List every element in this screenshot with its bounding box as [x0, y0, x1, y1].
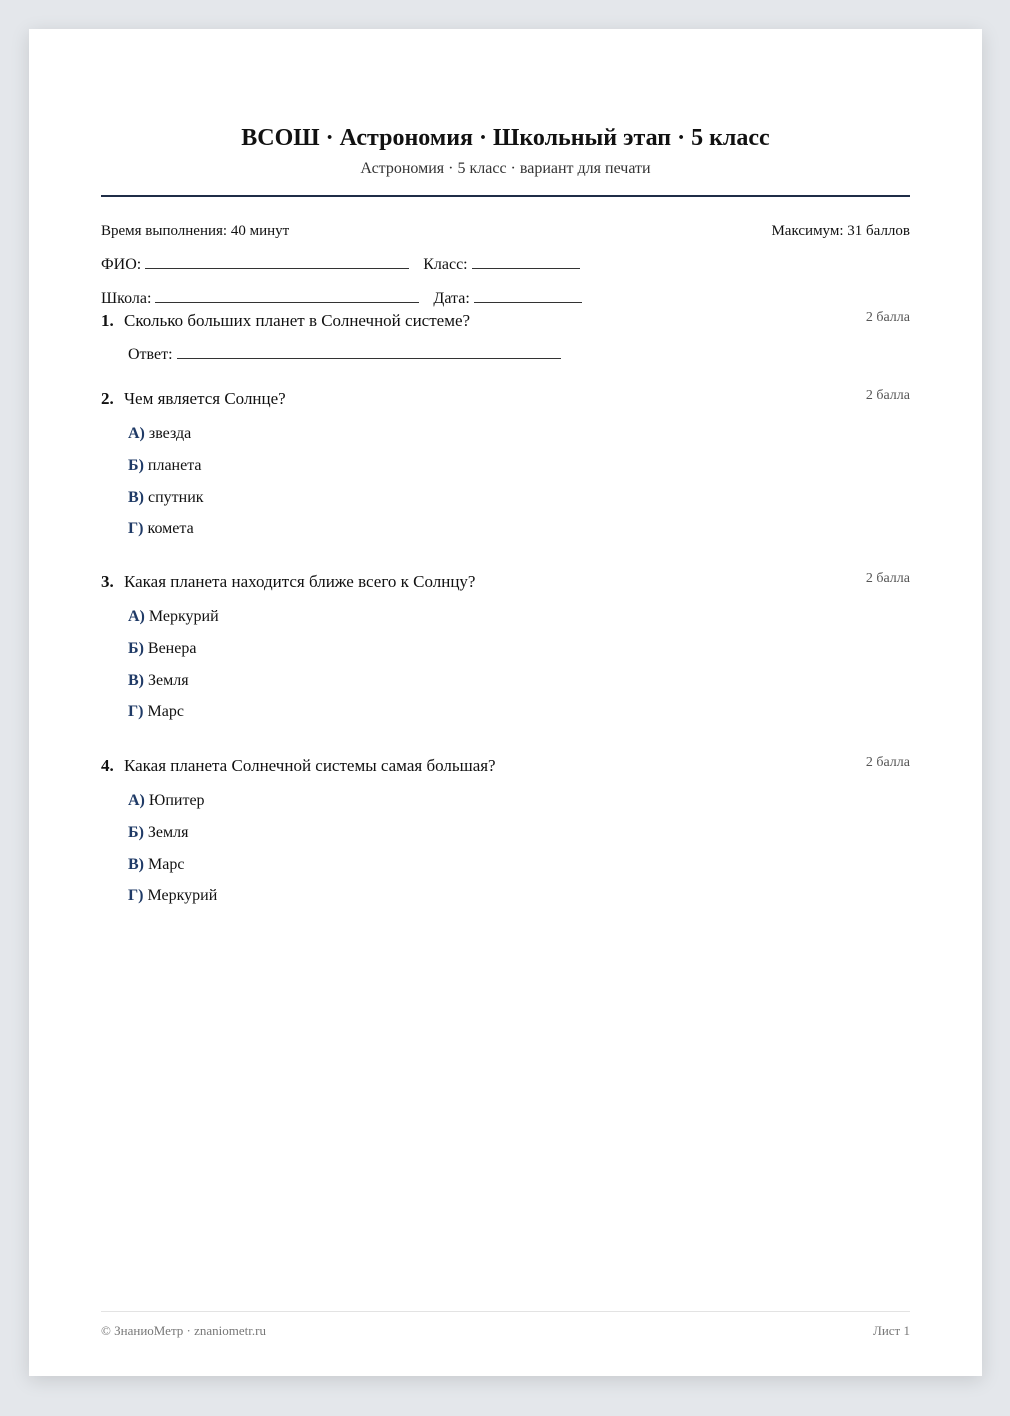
question-points: 2 балла	[865, 571, 910, 586]
question-2	[101, 388, 910, 547]
footer-divider	[101, 1311, 910, 1312]
option-letter: Г)	[128, 520, 144, 538]
student-fields-row-2	[101, 289, 582, 309]
question-text: Какая планета Солнечной системы самая большая?	[124, 756, 496, 775]
option-letter: А)	[128, 792, 145, 809]
question-text: Сколько больших планет в Солнечной системе?	[124, 311, 471, 330]
time-limit: Время выполнения: 40 минут	[101, 223, 290, 239]
worksheet-page	[29, 29, 982, 1376]
header-divider	[101, 195, 910, 197]
option-text: Земля	[148, 671, 189, 689]
option-b[interactable]	[128, 452, 910, 484]
option-letter: А)	[128, 425, 145, 442]
option-letter: Г)	[128, 887, 144, 905]
option-g[interactable]	[128, 698, 910, 730]
school-field[interactable]	[101, 289, 419, 309]
option-text: Марс	[147, 703, 184, 721]
school-label: Школа:	[101, 290, 152, 307]
class-label: Класс:	[423, 256, 468, 273]
option-v[interactable]	[128, 484, 910, 516]
fio-label: ФИО:	[101, 256, 142, 273]
date-blank[interactable]	[474, 289, 582, 303]
option-v[interactable]	[128, 851, 910, 883]
option-text: Марс	[148, 855, 185, 873]
page-subtitle: Астрономия · 5 класс · вариант для печати	[360, 160, 651, 177]
question-number: 1.	[101, 311, 114, 330]
option-text: Меркурий	[147, 887, 218, 905]
question-points: 2 балла	[865, 310, 910, 325]
option-letter: Б)	[128, 823, 144, 841]
option-text: спутник	[148, 488, 204, 506]
question-header	[101, 388, 910, 410]
fio-blank[interactable]	[145, 255, 409, 269]
answer-options	[128, 420, 910, 547]
option-letter: В)	[128, 671, 144, 689]
question-points: 2 балла	[865, 755, 910, 770]
option-letter: Б)	[128, 456, 144, 474]
option-letter: В)	[128, 855, 144, 873]
question-1	[101, 310, 910, 365]
answer-options	[128, 603, 910, 730]
answer-field[interactable]	[128, 345, 910, 365]
option-text: комета	[147, 520, 194, 538]
fio-field[interactable]	[101, 255, 409, 275]
option-g[interactable]	[128, 515, 910, 547]
date-field[interactable]	[433, 289, 581, 309]
option-b[interactable]	[128, 819, 910, 851]
class-blank[interactable]	[472, 255, 580, 269]
school-blank[interactable]	[155, 289, 419, 303]
question-header	[101, 310, 910, 332]
question-points: 2 балла	[865, 388, 910, 403]
option-g[interactable]	[128, 882, 910, 914]
option-letter: А)	[128, 608, 145, 625]
question-text: Какая планета находится ближе всего к Солнцу?	[124, 572, 476, 591]
date-label: Дата:	[433, 290, 470, 307]
option-letter: Б)	[128, 639, 144, 657]
option-letter: В)	[128, 488, 144, 506]
page-title: ВСОШ · Астрономия · Школьный этап · 5 класс	[241, 125, 770, 151]
question-text: Чем является Солнце?	[124, 389, 286, 408]
class-field[interactable]	[423, 255, 579, 275]
student-fields-row-1	[101, 255, 580, 275]
option-a[interactable]	[128, 787, 910, 819]
answer-label: Ответ:	[128, 346, 173, 363]
option-text: Венера	[147, 639, 197, 657]
footer-copyright: © ЗнаниоМетр · znaniometr.ru	[101, 1323, 266, 1338]
option-a[interactable]	[128, 603, 910, 635]
option-b[interactable]	[128, 635, 910, 667]
question-number: 4.	[101, 756, 114, 775]
answer-options	[128, 787, 910, 914]
question-header	[101, 571, 910, 593]
option-text: Земля	[147, 823, 189, 841]
max-score: Максимум: 31 баллов	[771, 223, 910, 239]
question-header	[101, 755, 910, 777]
option-text: планета	[147, 456, 202, 474]
question-number: 3.	[101, 572, 114, 591]
option-text: Юпитер	[148, 792, 205, 809]
question-3	[101, 571, 910, 730]
option-letter: Г)	[128, 703, 144, 721]
option-a[interactable]	[128, 420, 910, 452]
option-v[interactable]	[128, 667, 910, 699]
question-number: 2.	[101, 389, 114, 408]
footer-sheet-number: Лист 1	[873, 1323, 910, 1338]
question-4	[101, 755, 910, 914]
option-text: звезда	[148, 425, 192, 442]
option-text: Меркурий	[148, 608, 219, 625]
answer-blank[interactable]	[177, 345, 561, 359]
